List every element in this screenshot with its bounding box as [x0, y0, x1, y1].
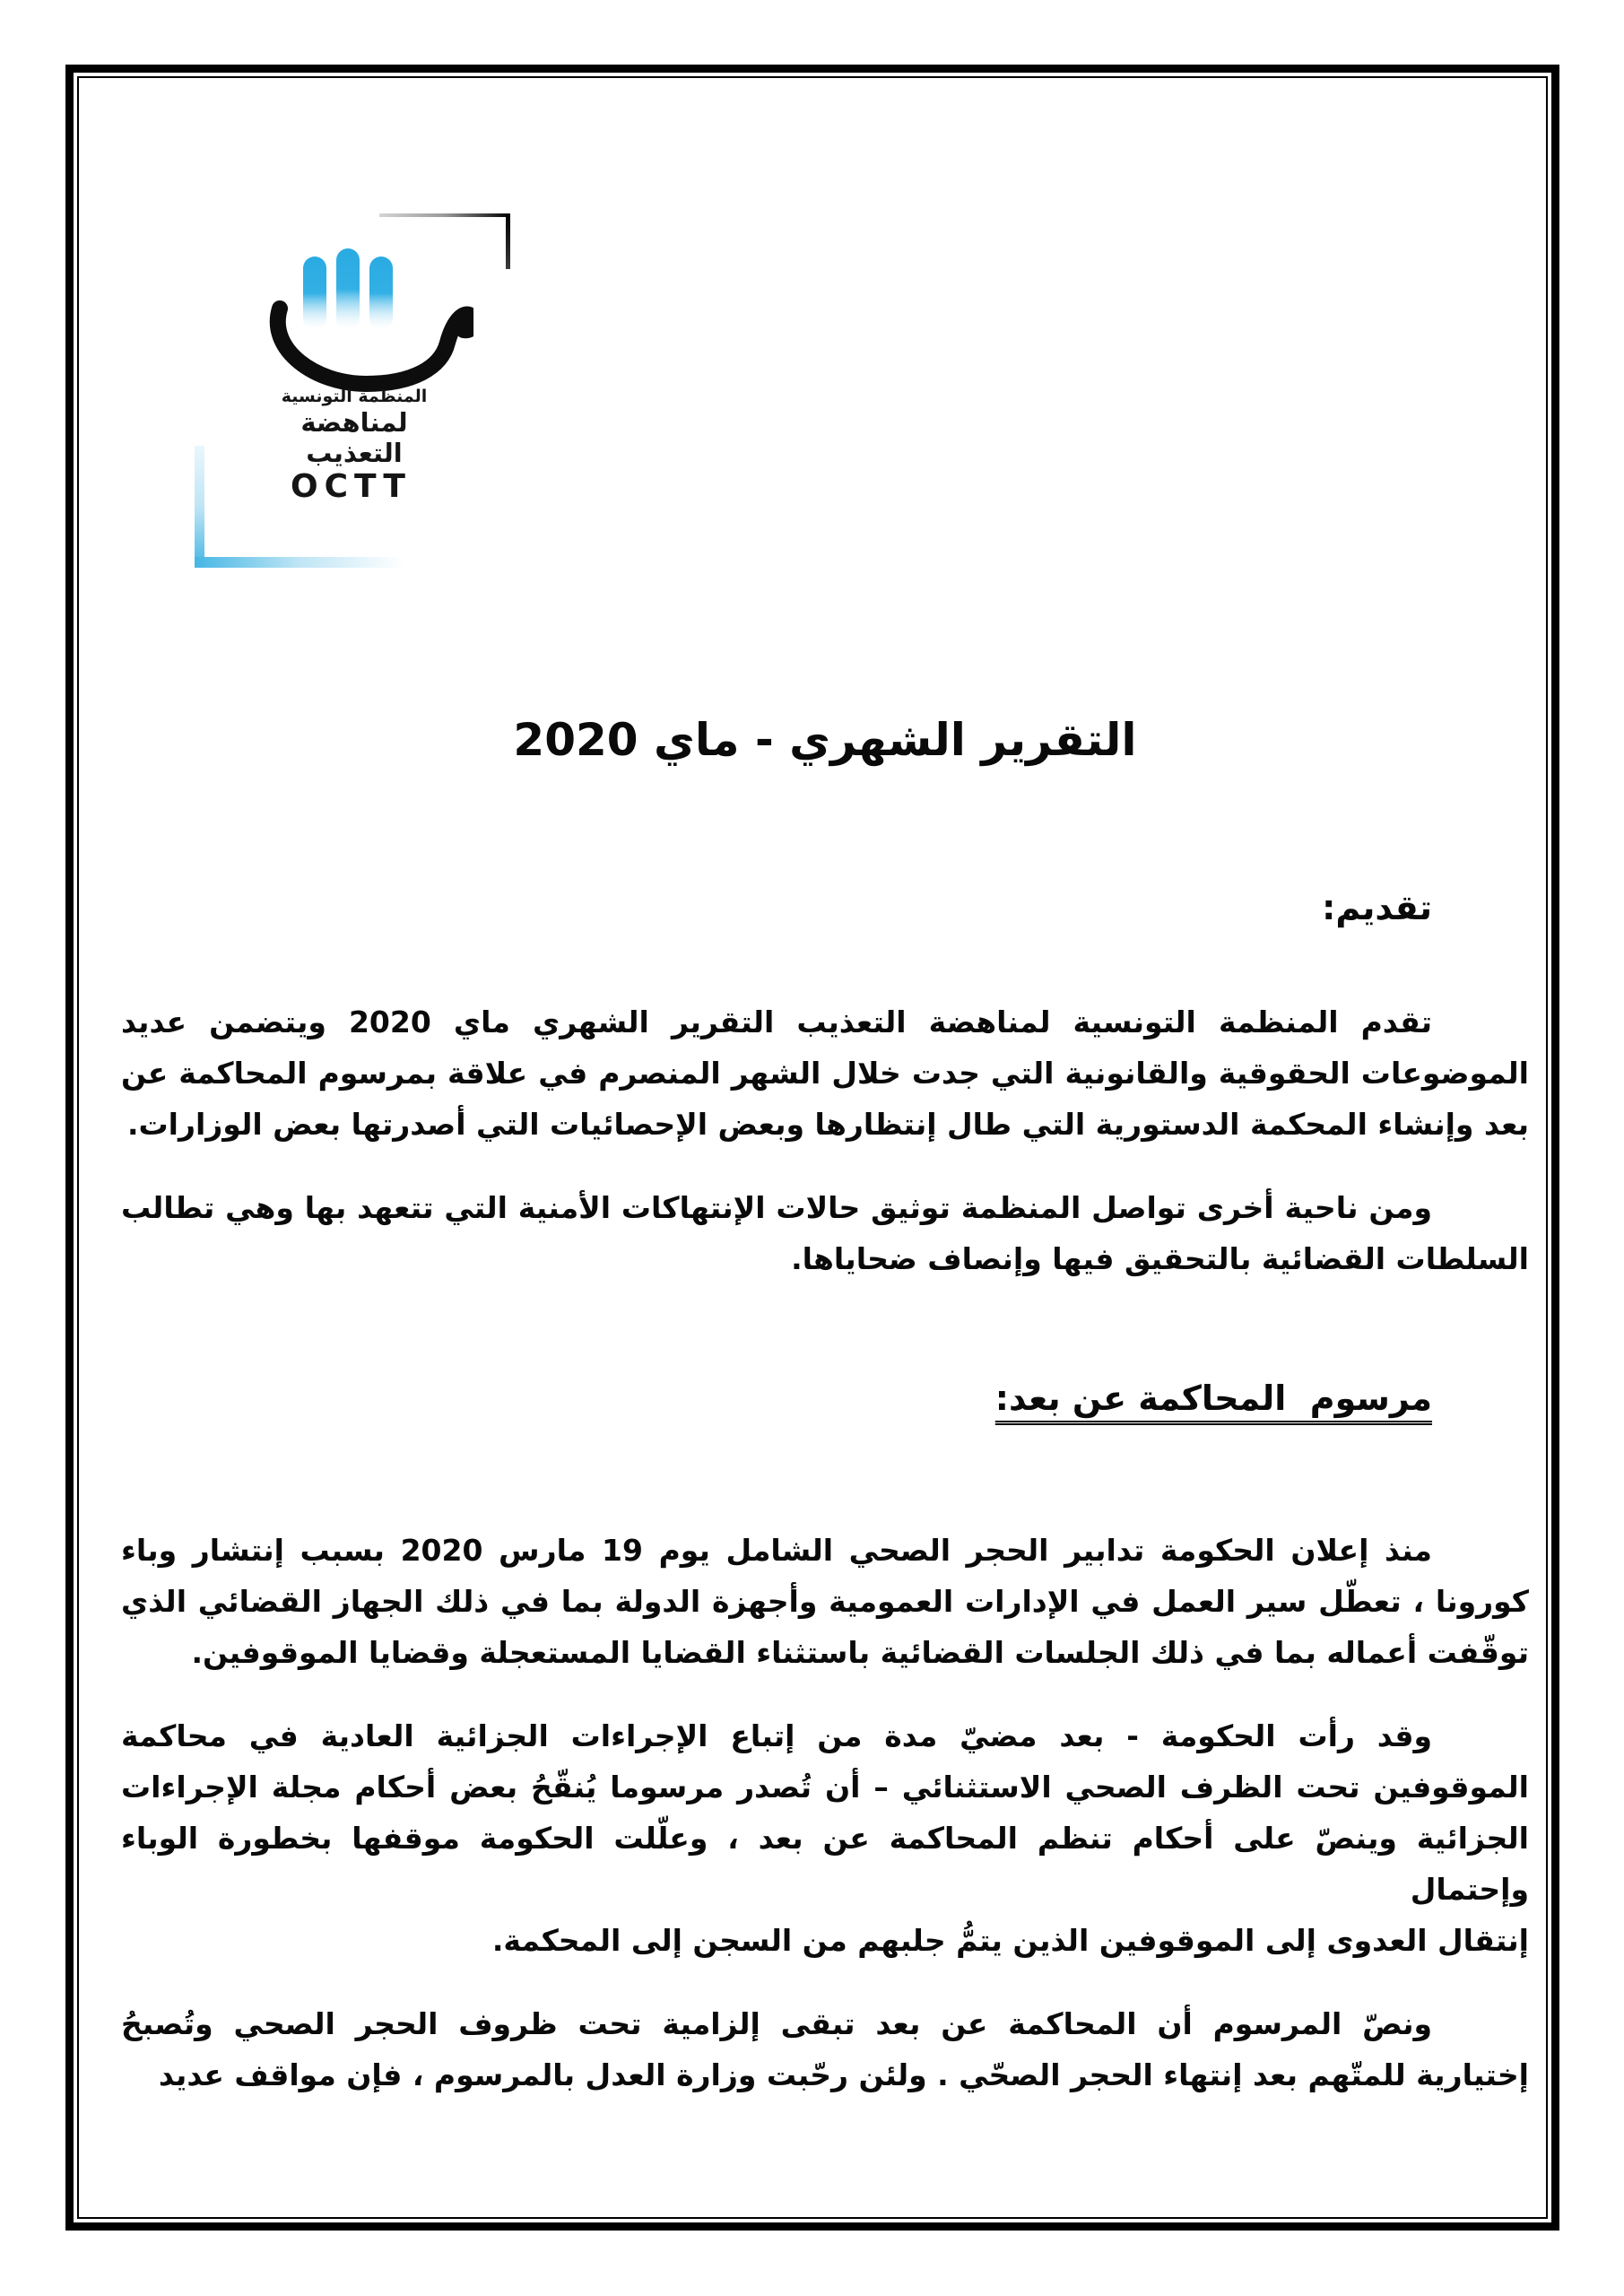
paragraph-line: كورونا ، تعطّل سير العمل في الإدارات العمومية وأجهزة الدولة بما في ذلك الجهاز القضائي الذي: [121, 1584, 1529, 1619]
remote-trial-paragraph-3: [121, 1998, 1529, 2100]
paragraph-line: ونصّ المرسوم أن المحاكمة عن بعد تبقى إلزامية تحت ظروف الحجر الصحي وتُصبحُ: [121, 2006, 1432, 2041]
intro-paragraph-2: [121, 1182, 1529, 1284]
remote-trial-heading: [121, 1372, 1529, 1424]
paragraph-line: الجزائية وينصّ على أحكام تنظم المحاكمة عن بعد ، وعلّلت الحكومة موقفها بخطورة الوباء وإحتمال: [121, 1821, 1529, 1907]
paragraph-line: منذ إعلان الحكومة تدابير الحجر الصحي الشامل يوم 19 مارس 2020 بسبب إنتشار وباء: [121, 1533, 1432, 1568]
logo-org-name-line2: لمناهضة: [300, 407, 408, 438]
intro-heading-text: تقديم:: [1322, 888, 1432, 927]
paragraph-line: وقد رأت الحكومة - بعد مضيّ مدة من إتباع الإجراءات الجزائية العادية في محاكمة: [121, 1718, 1432, 1753]
paragraph-line: توقّفت أعماله بما في ذلك الجلسات القضائية باستثناء القضايا المستعجلة وقضايا الموقوفين.: [191, 1635, 1529, 1670]
logo-org-name-line3: التعذيب: [306, 438, 403, 468]
paragraph-line: ومن ناحية أخرى تواصل المنظمة توثيق حالات الإنتهاكات الأمنية التي تتعهد بها وهي تطالب: [121, 1190, 1432, 1225]
paragraph-line: السلطات القضائية بالتحقيق فيها وإنصاف ضحاياها.: [791, 1241, 1529, 1276]
intro-paragraph-1: [121, 996, 1529, 1150]
document-body: [121, 713, 1529, 2100]
remote-trial-paragraph-2: [121, 1710, 1529, 1966]
paragraph-line: إنتقال العدوى إلى الموقوفين الذين يتمُّ جلبهم من السجن إلى المحكمة.: [491, 1923, 1529, 1958]
report-title: التقرير الشهري - ماي 2020: [513, 714, 1137, 766]
remote-trial-paragraph-1: [121, 1525, 1529, 1678]
paragraph-line: الموضوعات الحقوقية والقانونية التي جدت خلال الشهر المنصرم في علاقة بمرسوم المحاكمة عن: [121, 1056, 1529, 1091]
intro-heading: [121, 882, 1529, 934]
paragraph-line: بعد وإنشاء المحكمة الدستورية التي طال إنتظارها وبعض الإحصائيات التي أصدرتها بعض الوزارات.: [126, 1107, 1529, 1142]
paragraph-line: الموقوفين تحت الظرف الصحي الاستثنائي – أن تُصدر مرسوما يُنقّحُ بعض أحكام مجلة الإجراءات: [121, 1770, 1529, 1805]
logo-wordmark: [242, 386, 466, 505]
logo-frame-blue-corner-icon: [195, 557, 404, 568]
logo-acronym: OCTT: [291, 468, 412, 505]
remote-trial-heading-text: مرسوم المحاكمة عن بعد:: [994, 1378, 1432, 1418]
logo-frame-blue-corner-icon: [195, 446, 204, 568]
logo-frame-gray-corner-icon: [506, 213, 510, 269]
logo-org-name-small: المنظمة التونسية: [281, 387, 428, 406]
logo-frame-gray-corner-icon: [379, 213, 510, 217]
paragraph-line: تقدم المنظمة التونسية لمناهضة التعذيب التقرير الشهري ماي 2020 ويتضمن عديد: [121, 1004, 1432, 1039]
paragraph-line: إختيارية للمتّهم بعد إنتهاء الحجر الصحّي . ولئن رحّبت وزارة العدل بالمرسوم ، فإن مواقف عديد: [158, 2057, 1529, 2092]
stop-hand-logo-icon: [258, 240, 473, 397]
